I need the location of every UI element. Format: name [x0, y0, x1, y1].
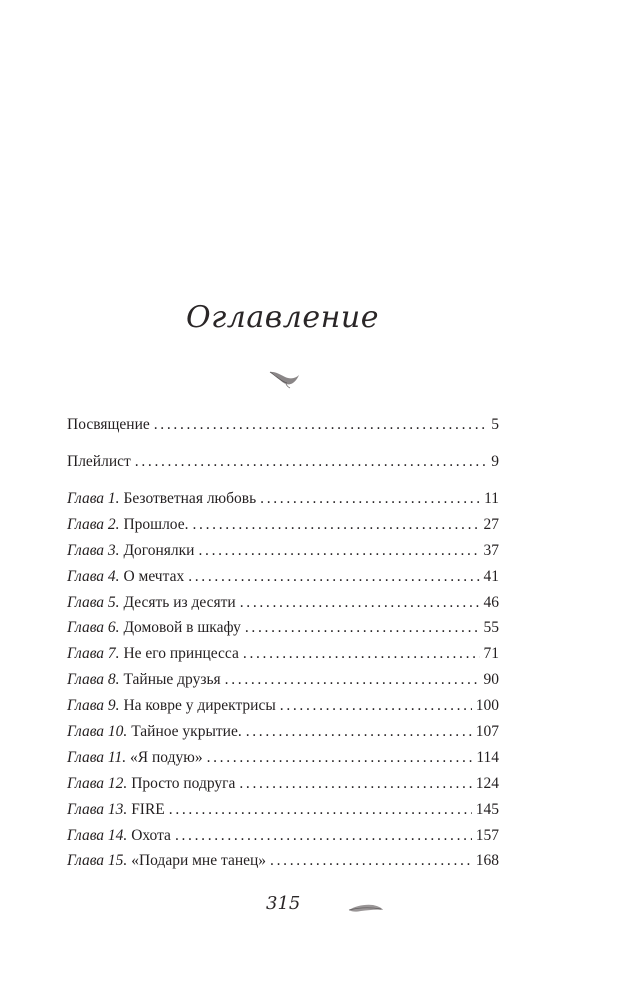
toc-entry-page: 27: [483, 515, 499, 533]
leader-dots: [243, 641, 480, 667]
toc-entry-chapter-6[interactable]: [67, 615, 499, 641]
toc-entry-page: 46: [483, 593, 499, 611]
toc-entry-page: 9: [491, 453, 499, 470]
leader-dots: [225, 667, 480, 693]
toc-entry-chapter-14[interactable]: [67, 823, 499, 849]
toc-entry-page: 71: [483, 645, 499, 663]
toc-entry-chapter-2[interactable]: [67, 512, 499, 538]
toc-entry-page: 114: [476, 748, 499, 766]
leader-dots: [246, 719, 472, 745]
chapter-title: Просто подруга: [127, 774, 236, 792]
chapter-title: Догонялки: [119, 541, 195, 559]
chapter-title: FIRE: [127, 800, 165, 818]
toc-entry-page: 145: [475, 800, 499, 818]
toc-title: Оглавление: [186, 300, 379, 335]
leader-dots: [270, 848, 472, 874]
chapter-number: Глава 7.: [67, 645, 120, 663]
chapter-title: На ковре у директрисы: [119, 697, 276, 715]
leader-dots: [154, 412, 488, 438]
chapter-title: Десять из десяти: [119, 593, 236, 611]
chapter-number: Глава 13.: [67, 800, 128, 818]
leader-dots: [193, 512, 480, 538]
toc-entry-chapter-11[interactable]: [67, 745, 499, 771]
toc-entry-chapter-9[interactable]: [67, 693, 499, 719]
feather-footer-icon: [347, 902, 385, 916]
toc-entry-playlist[interactable]: [67, 449, 499, 486]
chapter-title: Тайные друзья: [119, 671, 221, 689]
toc-entry-chapter-4[interactable]: [67, 564, 499, 590]
chapter-title: Охота: [127, 826, 171, 844]
chapter-title: Тайное укрытие.: [127, 723, 242, 741]
chapter-number: Глава 4.: [67, 567, 120, 585]
toc-entry-page: 157: [475, 826, 499, 844]
leader-dots: [245, 615, 480, 641]
leader-dots: [260, 486, 480, 512]
toc-entry-label: Плейлист: [67, 453, 131, 470]
table-of-contents: [67, 412, 499, 874]
leader-dots: [239, 771, 471, 797]
chapter-title: «Подари мне танец»: [127, 852, 267, 870]
toc-entry-page: 100: [475, 697, 499, 715]
chapter-title: О мечтах: [119, 567, 185, 585]
toc-entry-chapter-1[interactable]: [67, 486, 499, 512]
toc-entry-page: 55: [483, 619, 499, 637]
chapter-title: Не его принцесса: [119, 645, 239, 663]
toc-entry-page: 11: [484, 490, 499, 507]
chapter-number: Глава 15.: [67, 852, 128, 870]
chapter-number: Глава 3.: [67, 541, 120, 559]
toc-entry-chapter-15[interactable]: [67, 848, 499, 874]
toc-entry-chapter-13[interactable]: [67, 797, 499, 823]
chapter-number: Глава 1.: [67, 490, 120, 507]
toc-entry-chapter-10[interactable]: [67, 719, 499, 745]
chapter-number: Глава 9.: [67, 697, 120, 715]
toc-entry-chapter-7[interactable]: [67, 641, 499, 667]
leader-dots: [188, 564, 479, 590]
leader-dots: [207, 745, 473, 771]
toc-entry-dedication[interactable]: [67, 412, 499, 449]
toc-entry-page: 124: [475, 774, 499, 792]
leader-dots: [280, 693, 472, 719]
chapter-number: Глава 5.: [67, 593, 120, 611]
toc-entry-label: Посвящение: [67, 416, 150, 433]
chapter-number: Глава 11.: [67, 748, 127, 766]
feather-ornament-icon: [266, 366, 302, 390]
leader-dots: [240, 590, 480, 616]
toc-entry-page: 107: [475, 723, 499, 741]
chapter-number: Глава 12.: [67, 774, 128, 792]
toc-entry-chapter-8[interactable]: [67, 667, 499, 693]
toc-entry-chapter-5[interactable]: [67, 590, 499, 616]
toc-entry-chapter-3[interactable]: [67, 538, 499, 564]
leader-dots: [169, 797, 472, 823]
toc-entry-page: 5: [491, 416, 499, 433]
toc-entry-page: 41: [483, 567, 499, 585]
chapter-title: Домовой в шкафу: [119, 619, 241, 637]
leader-dots: [175, 823, 472, 849]
chapter-number: Глава 14.: [67, 826, 128, 844]
toc-entry-chapter-12[interactable]: [67, 771, 499, 797]
chapter-number: Глава 6.: [67, 619, 120, 637]
toc-entry-page: 90: [483, 671, 499, 689]
chapter-number: Глава 10.: [67, 723, 128, 741]
page-number: 315: [266, 893, 301, 914]
toc-entry-page: 37: [483, 541, 499, 559]
leader-dots: [135, 449, 487, 475]
chapter-number: Глава 2.: [67, 515, 120, 533]
chapter-number: Глава 8.: [67, 671, 120, 689]
toc-entry-page: 168: [475, 852, 499, 870]
chapter-title: Прошлое.: [119, 515, 189, 533]
chapter-title: Безответная любовь: [119, 490, 257, 507]
leader-dots: [198, 538, 479, 564]
chapter-title: «Я подую»: [126, 748, 203, 766]
